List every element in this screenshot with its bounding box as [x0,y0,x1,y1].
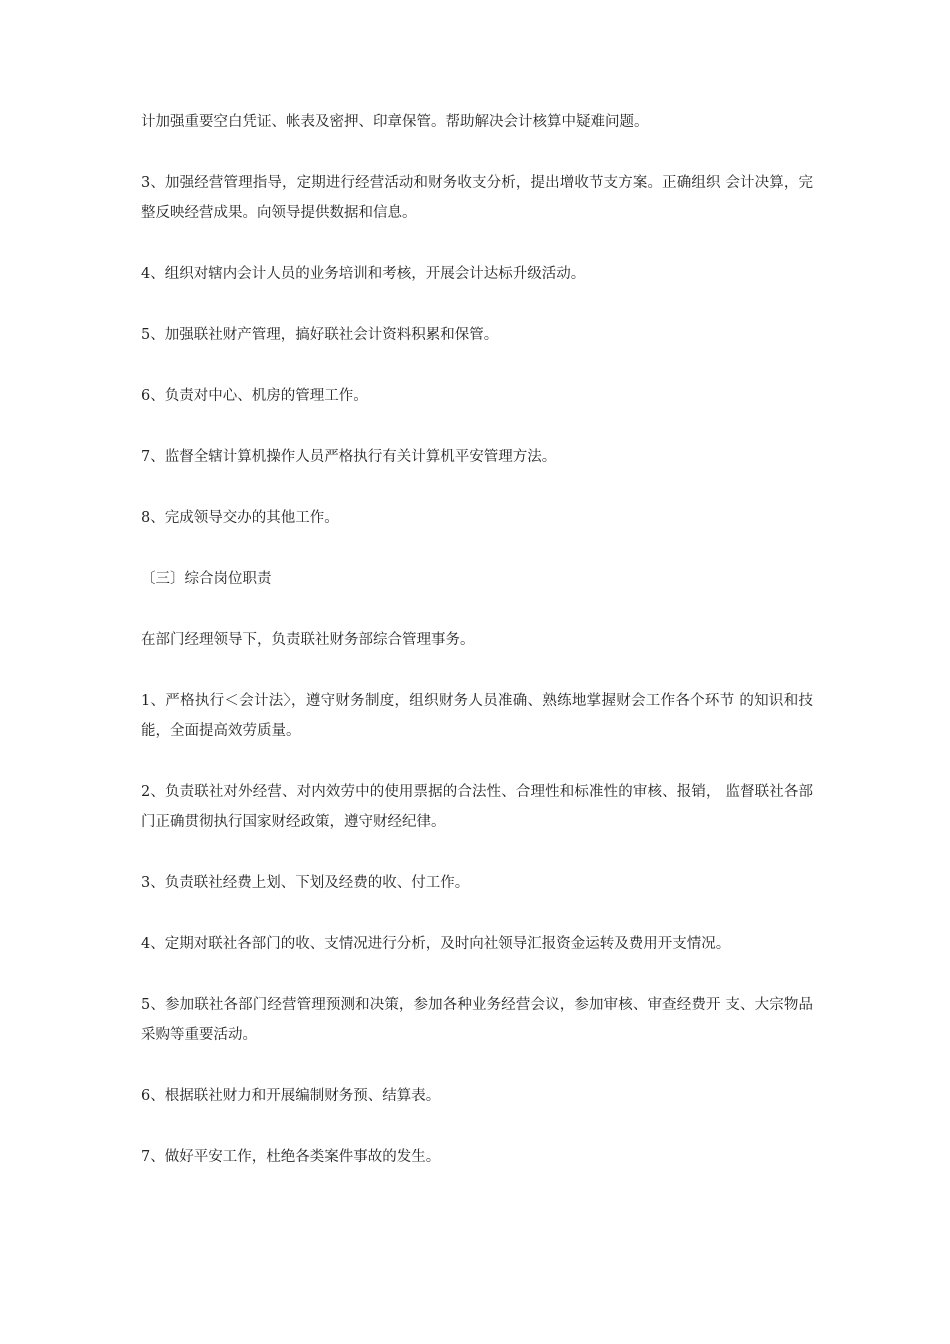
paragraph: 6、根据联社财力和开展编制财务预、结算表。 [141,1088,441,1104]
paragraph: 5、参加联社各部门经营管理预测和决策，参加各种业务经营会议，参加审核、审查经费开 支、大宗物品采购等重要活动。 [141,997,813,1043]
document-body [141,107,813,1203]
paragraph: 8、完成领导交办的其他工作。 [141,510,339,526]
paragraph: 1、严格执行＜会计法〉，遵守财务制度，组织财务人员准确、熟练地掌握财会工作各个环节 的知识和技能，全面提高效劳质量。 [141,693,813,739]
paragraph: 4、定期对联社各部门的收、支情况进行分析，及时向社领导汇报资金运转及费用开支情况。 [141,936,731,952]
paragraph: 2、负责联社对外经营、对内效劳中的使用票据的合法性、合理性和标准性的审核、报销， 监督联社各部门正确贯彻执行国家财经政策，遵守财经纪律。 [141,784,813,830]
section-heading: 〔三〕综合岗位职责 [141,571,272,587]
paragraph: 7、监督全辖计算机操作人员严格执行有关计算机平安管理方法。 [141,449,557,465]
paragraph: 4、组织对辖内会计人员的业务培训和考核，开展会计达标升级活动。 [141,266,586,282]
paragraph: 计加强重要空白凭证、帐表及密押、印章保管。帮助解决会计核算中疑难问题。 [141,114,649,130]
paragraph: 在部门经理领导下，负责联社财务部综合管理事务。 [141,632,475,648]
paragraph: 6、负责对中心、机房的管理工作。 [141,388,368,404]
paragraph: 3、负责联社经费上划、下划及经费的收、付工作。 [141,875,470,891]
paragraph: 7、做好平安工作，杜绝各类案件事故的发生。 [141,1149,441,1165]
paragraph: 3、加强经营管理指导，定期进行经营活动和财务收支分析，提出增收节支方案。正确组织 会计决算，完整反映经营成果。向领导提供数据和信息。 [141,175,813,221]
paragraph: 5、加强联社财产管理，搞好联社会计资料积累和保管。 [141,327,499,343]
